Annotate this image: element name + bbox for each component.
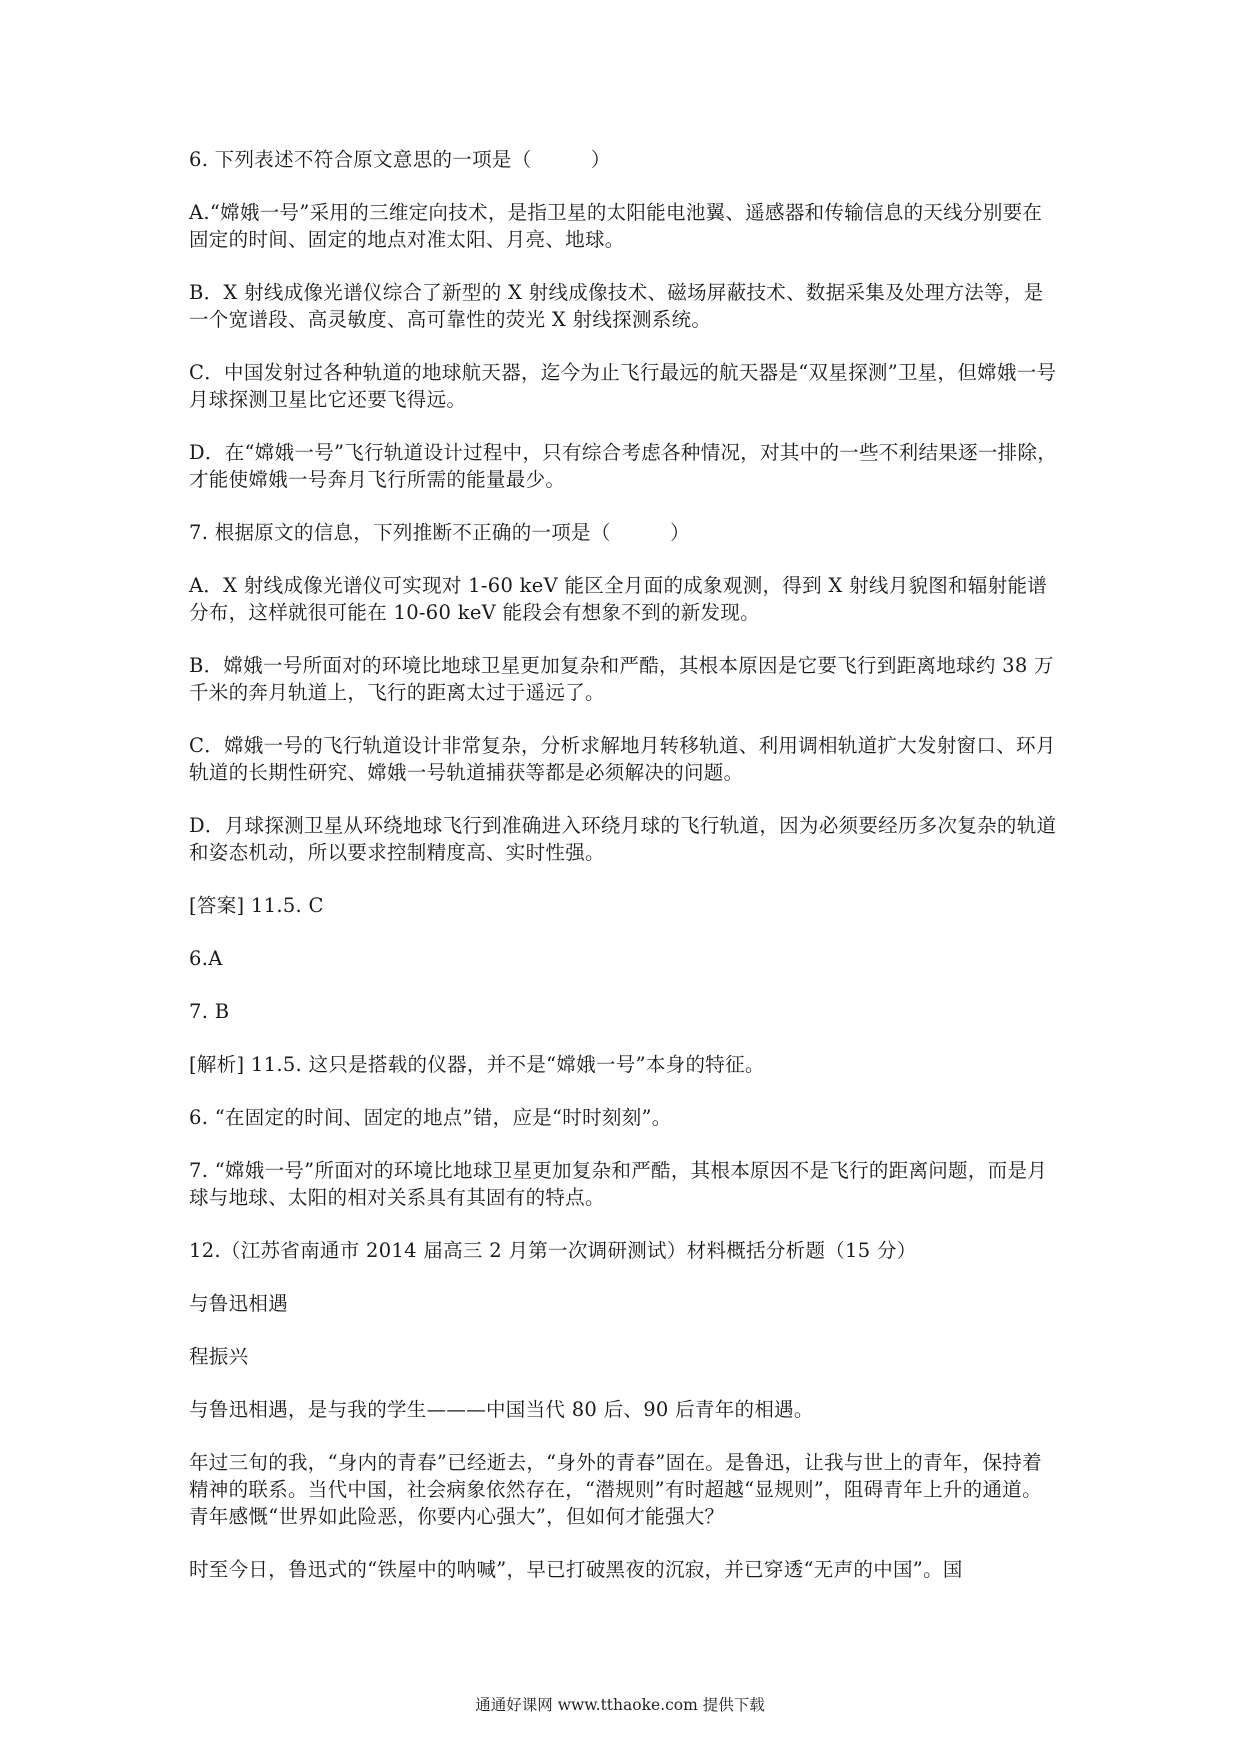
answer-line-3: 7. B: [189, 1000, 230, 1023]
question-6-stem: 6. 下列表述不符合原文意思的一项是（ ）: [189, 148, 611, 171]
question-12-heading: 12.（江苏省南通市 2014 届高三 2 月第一次调研测试）材料概括分析题（15 分）: [189, 1239, 917, 1262]
document-body: [189, 146, 1059, 1609]
article-author: 程振兴: [189, 1345, 249, 1368]
article-paragraph-1: 与鲁迅相遇，是与我的学生———中国当代 80 后、90 后青年的相遇。: [189, 1398, 814, 1421]
question-7-option-d: D．月球探测卫星从环绕地球飞行到准确进入环绕月球的飞行轨道，因为必须要经历多次复杂的轨道和姿态机动，所以要求控制精度高、实时性强。: [189, 814, 1057, 864]
article-paragraph-3: 时至今日，鲁迅式的“铁屋中的呐喊”，早已打破黑夜的沉寂，并已穿透“无声的中国”。国: [189, 1558, 963, 1581]
analysis-line-1: [解析] 11.5. 这只是搭载的仪器，并不是“嫦娥一号”本身的特征。: [189, 1053, 765, 1076]
question-7-stem: 7. 根据原文的信息，下列推断不正确的一项是（ ）: [189, 521, 690, 544]
question-6-option-d: D．在“嫦娥一号”飞行轨道设计过程中，只有综合考虑各种情况，对其中的一些不利结果逐一排除，才能使嫦娥一号奔月飞行所需的能量最少。: [189, 441, 1058, 491]
answer-line-2: 6.A: [189, 947, 223, 970]
page-footer: 通通好课网 www.tthaoke.com 提供下载: [475, 1696, 765, 1714]
question-7-option-a: A．X 射线成像光谱仪可实现对 1-60 keV 能区全月面的成象观测，得到 X 射线月貌图和辐射能谱分布，这样就很可能在 10-60 keV 能段会有想象不到的新发现。: [189, 574, 1048, 624]
article-paragraph-2: 年过三旬的我，“身内的青春”已经逝去，“身外的青春”固在。是鲁迅，让我与世上的青年，保持着精神的联系。当代中国，社会病象依然存在，“潜规则”有时超越“显规则”，阻碍青年上升的通道。青年感慨“世界如此险恶，你要内心强大”，但如何才能强大？: [189, 1451, 1042, 1528]
question-7-option-b: B．嫦娥一号所面对的环境比地球卫星更加复杂和严酷，其根本原因是它要飞行到距离地球约 38 万千米的奔月轨道上，飞行的距离太过于遥远了。: [189, 654, 1054, 704]
question-7-option-c: C．嫦娥一号的飞行轨道设计非常复杂，分析求解地月转移轨道、利用调相轨道扩大发射窗口、环月轨道的长期性研究、嫦娥一号轨道捕获等都是必须解决的问题。: [189, 734, 1056, 784]
question-6-option-b: B．X 射线成像光谱仪综合了新型的 X 射线成像技术、磁场屏蔽技术、数据采集及处理方法等，是一个宽谱段、高灵敏度、高可靠性的荧光 X 射线探测系统。: [189, 281, 1044, 331]
answer-line-1: [答案] 11.5. C: [189, 894, 324, 917]
analysis-line-2: 6. “在固定的时间、固定的地点”错，应是“时时刻刻”。: [189, 1106, 672, 1129]
article-title: 与鲁迅相遇: [189, 1292, 289, 1315]
question-6-option-c: C．中国发射过各种轨道的地球航天器，迄今为止飞行最远的航天器是“双星探测”卫星，但嫦娥一号月球探测卫星比它还要飞得远。: [189, 361, 1057, 411]
question-6-option-a: A.“嫦娥一号”采用的三维定向技术，是指卫星的太阳能电池翼、遥感器和传输信息的天线分别要在固定的时间、固定的地点对准太阳、月亮、地球。: [189, 201, 1043, 251]
analysis-line-3: 7. “嫦娥一号”所面对的环境比地球卫星更加复杂和严酷，其根本原因不是飞行的距离问题，而是月球与地球、太阳的相对关系具有其固有的特点。: [189, 1159, 1048, 1209]
